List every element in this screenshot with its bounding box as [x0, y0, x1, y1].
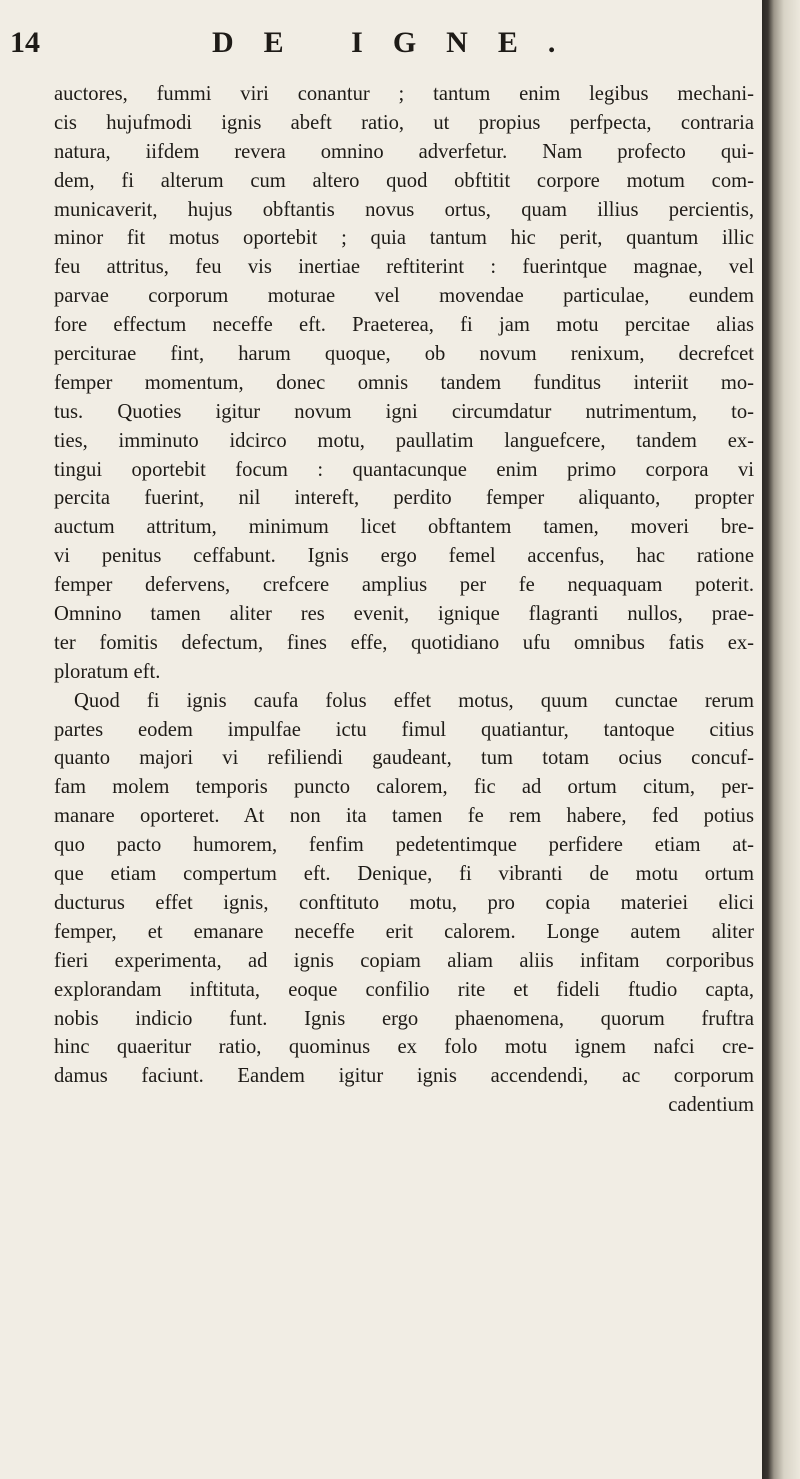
text-line: fieri experimenta, ad ignis copiam aliam aliis infitam corporibus	[54, 949, 754, 972]
text-line: quo pacto humorem, fenfim pedetentimque perfidere etiam at-	[54, 834, 754, 857]
text-line: tus. Quoties igitur novum igni circumdatur nutrimentum, to-	[54, 400, 754, 423]
text-line: municaverit, hujus obftantis novus ortus, quam illius percientis,	[54, 198, 754, 221]
text-line: ducturus effet ignis, conftituto motu, pro copia materiei elici	[54, 891, 754, 914]
paragraph-start-line: Quod fi ignis caufa folus effet motus, quum cunctae rerum	[74, 689, 754, 712]
text-line: minor fit motus oportebit ; quia tantum hic perit, quantum illic	[54, 227, 754, 250]
running-head: DE IGNE.	[212, 26, 586, 59]
body-text	[54, 80, 754, 1120]
text-line: nobis indicio funt. Ignis ergo phaenomena, quorum fruftra	[54, 1007, 754, 1030]
text-line: auctores, fummi viri conantur ; tantum enim legibus mechani-	[54, 83, 754, 105]
text-line: fore effectum neceffe eft. Praeterea, fi jam motu percitae alias	[54, 314, 754, 337]
paragraph-end-line: ploratum eft.	[54, 660, 161, 683]
text-line: damus faciunt. Eandem igitur ignis accendendi, ac corporum	[54, 1065, 754, 1088]
text-line: femper defervens, crefcere amplius per fe nequaquam poterit.	[54, 574, 754, 597]
page-binding-edge	[762, 0, 800, 1479]
text-line: perciturae fint, harum quoque, ob novum renixum, decrefcet	[54, 343, 754, 366]
text-line: femper, et emanare neceffe erit calorem. Longe autem aliter	[54, 920, 754, 943]
text-line: explorandam inftituta, eoque confilio rite et fideli ftudio capta,	[54, 978, 754, 1001]
text-line: dem, fi alterum cum altero quod obftitit corpore motum com-	[54, 169, 754, 192]
text-line: percita fuerint, nil intereft, perdito femper aliquanto, propter	[54, 487, 754, 510]
text-line: Omnino tamen aliter res evenit, ignique flagranti nullos, prae-	[54, 603, 754, 626]
text-line: vi penitus ceffabunt. Ignis ergo femel accenfus, hac ratione	[54, 545, 754, 568]
text-line: feu attritus, feu vis inertiae reftiterint : fuerintque magnae, vel	[54, 256, 754, 279]
text-line: parvae corporum moturae vel movendae particulae, eundem	[54, 285, 754, 308]
text-line: tingui oportebit focum : quantacunque enim primo corpora vi	[54, 458, 754, 481]
text-line: cis hujufmodi ignis abeft ratio, ut propius perfpecta, contraria	[54, 111, 754, 134]
text-line: hinc quaeritur ratio, quominus ex folo motu ignem nafci cre-	[54, 1036, 754, 1059]
text-line: natura, iifdem revera omnino adverfetur. Nam profecto qui-	[54, 140, 754, 163]
text-line: ter fomitis defectum, fines effe, quotidiano ufu omnibus fatis ex-	[54, 631, 754, 654]
catchword: cadentium	[668, 1094, 754, 1117]
text-line: partes eodem impulfae ictu fimul quatiantur, tantoque citius	[54, 718, 754, 741]
text-line: quanto majori vi refiliendi gaudeant, tum totam ocius concuf-	[54, 747, 754, 770]
text-line: auctum attritum, minimum licet obftantem tamen, moveri bre-	[54, 516, 754, 539]
text-line: manare oporteret. At non ita tamen fe rem habere, fed potius	[54, 805, 754, 828]
text-line: femper momentum, donec omnis tandem funditus interiit mo-	[54, 371, 754, 394]
text-line: ties, imminuto idcirco motu, paullatim languefcere, tandem ex-	[54, 429, 754, 452]
page-header	[0, 22, 760, 66]
page-number: 14	[10, 26, 40, 59]
text-line: que etiam compertum eft. Denique, fi vibranti de motu ortum	[54, 863, 754, 886]
text-line: fam molem temporis puncto calorem, fic ad ortum citum, per-	[54, 776, 754, 799]
